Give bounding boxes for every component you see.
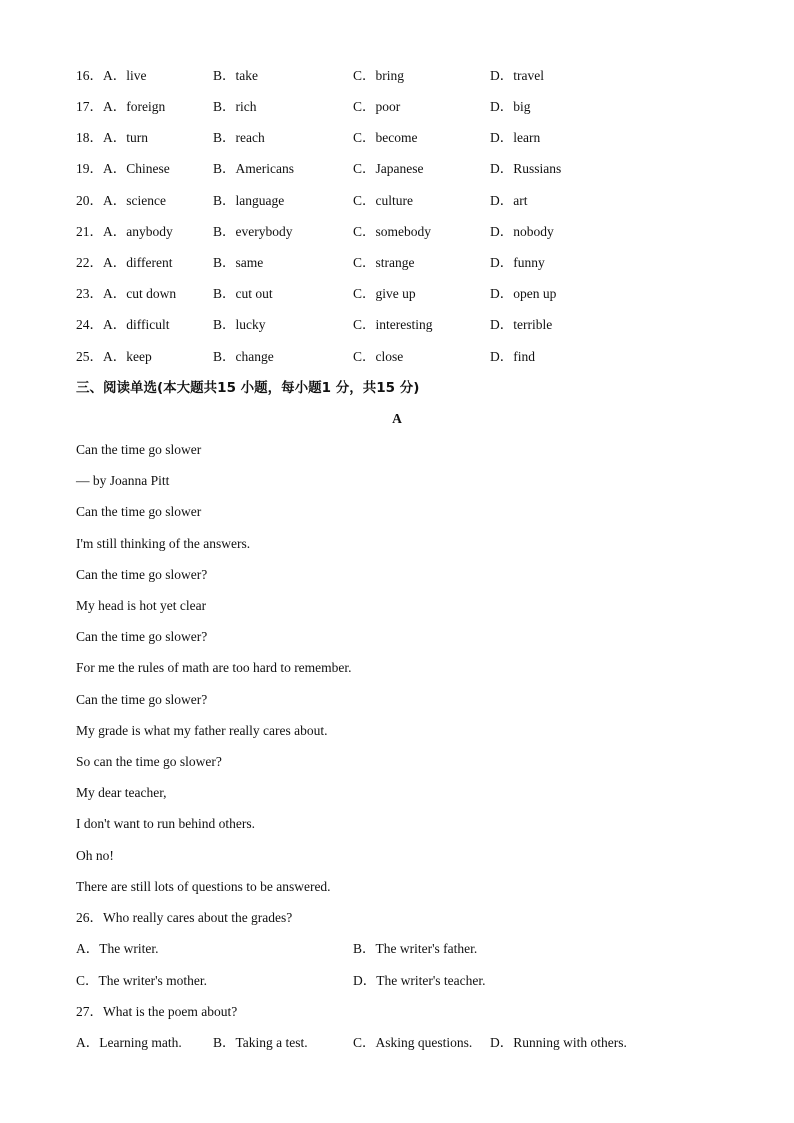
option-c: C．poor bbox=[353, 99, 401, 114]
option-a: 16．A．live bbox=[76, 68, 147, 83]
poem-line: Can the time go slower? bbox=[76, 692, 208, 707]
option-c: C．bring bbox=[353, 68, 405, 83]
option-c: C．interesting bbox=[353, 317, 433, 332]
option-c: C．become bbox=[353, 130, 418, 145]
option-c: C．strange bbox=[353, 255, 415, 270]
poem-line: Can the time go slower? bbox=[76, 567, 208, 582]
option-b: B．rich bbox=[213, 99, 257, 114]
option-d: D．Running with others. bbox=[490, 1035, 627, 1050]
option-c: C．give up bbox=[353, 286, 416, 301]
poem-line: I don't want to run behind others. bbox=[76, 816, 256, 831]
option-b: B．everybody bbox=[213, 224, 293, 239]
option-c: C．Asking questions. bbox=[353, 1035, 473, 1050]
passage-label: A bbox=[392, 411, 402, 426]
option-d: D．nobody bbox=[490, 224, 554, 239]
poem-line: My head is hot yet clear bbox=[76, 598, 207, 613]
option-d: D．big bbox=[490, 99, 531, 114]
poem-line: There are still lots of questions to be answered. bbox=[76, 879, 331, 894]
option-d: D．learn bbox=[490, 130, 541, 145]
option-a: A．Learning math. bbox=[76, 1035, 182, 1050]
option-a: 22．A．different bbox=[76, 255, 173, 270]
poem-line: Can the time go slower? bbox=[76, 629, 208, 644]
option-c: C．The writer's mother. bbox=[76, 973, 208, 988]
poem-line: Can the time go slower bbox=[76, 504, 202, 519]
option-d: D．The writer's teacher. bbox=[353, 973, 486, 988]
poem-line: My grade is what my father really cares about. bbox=[76, 723, 328, 738]
option-a: 25．A．keep bbox=[76, 349, 152, 364]
poem-line: I'm still thinking of the answers. bbox=[76, 536, 251, 551]
option-b: B．The writer's father. bbox=[353, 941, 478, 956]
option-d: D．Russians bbox=[490, 161, 562, 176]
poem-line: Can the time go slower bbox=[76, 442, 202, 457]
option-c: C．culture bbox=[353, 193, 413, 208]
option-d: D．terrible bbox=[490, 317, 553, 332]
question-27-stem: 27．What is the poem about? bbox=[76, 1004, 238, 1019]
option-c: C．close bbox=[353, 349, 404, 364]
option-d: D．travel bbox=[490, 68, 544, 83]
option-a: 20．A．science bbox=[76, 193, 166, 208]
option-a: 21．A．anybody bbox=[76, 224, 173, 239]
poem-line: So can the time go slower? bbox=[76, 754, 222, 769]
option-a: 17．A．foreign bbox=[76, 99, 166, 114]
option-b: B．reach bbox=[213, 130, 265, 145]
option-d: D．art bbox=[490, 193, 528, 208]
option-b: B．cut out bbox=[213, 286, 273, 301]
poem-line: My dear teacher, bbox=[76, 785, 167, 800]
option-a: 24．A．difficult bbox=[76, 317, 170, 332]
option-b: B．Taking a test. bbox=[213, 1035, 308, 1050]
option-c: C．Japanese bbox=[353, 161, 424, 176]
option-a: 23．A．cut down bbox=[76, 286, 177, 301]
option-b: B．take bbox=[213, 68, 258, 83]
option-d: D．open up bbox=[490, 286, 557, 301]
option-a: 18．A．turn bbox=[76, 130, 148, 145]
poem-line: For me the rules of math are too hard to remember. bbox=[76, 660, 352, 675]
option-b: B．lucky bbox=[213, 317, 266, 332]
option-a: A．The writer. bbox=[76, 941, 159, 956]
poem-line: — by Joanna Pitt bbox=[76, 473, 170, 488]
option-b: B．same bbox=[213, 255, 264, 270]
question-26-stem: 26．Who really cares about the grades? bbox=[76, 910, 293, 925]
option-c: C．somebody bbox=[353, 224, 432, 239]
option-a: 19．A．Chinese bbox=[76, 161, 170, 176]
poem-line: Oh no! bbox=[76, 848, 114, 863]
option-d: D．funny bbox=[490, 255, 545, 270]
option-b: B．language bbox=[213, 193, 285, 208]
option-d: D．find bbox=[490, 349, 535, 364]
option-b: B．change bbox=[213, 349, 274, 364]
section-heading: 三、阅读单选(本大题共15 小题，每小题1 分，共15 分) bbox=[76, 380, 420, 396]
option-b: B．Americans bbox=[213, 161, 294, 176]
